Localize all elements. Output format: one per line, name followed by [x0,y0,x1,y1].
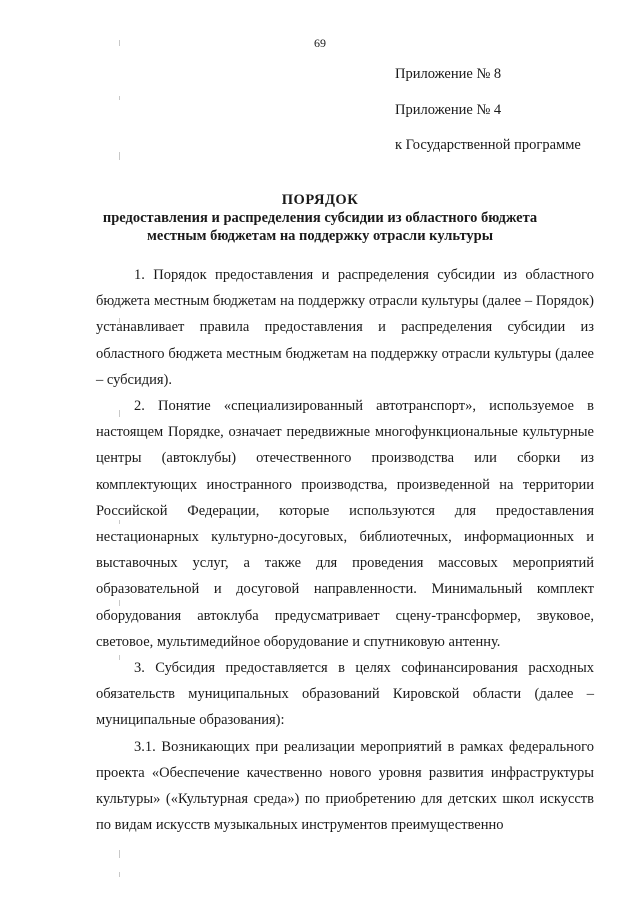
appendix-line-2: Приложение № 4 [395,102,502,118]
scan-artifact [119,152,120,160]
page-number: 69 [314,36,326,50]
paragraph-3: 3. Субсидия предоставляется в целях софинансирования расходных обязательств муниципальных образований Кировской области (далее – муниципальные образования): [96,660,594,729]
document-subtitle-line-2: местным бюджетам на поддержку отрасли культуры [146,228,494,244]
scan-artifact [119,96,120,100]
appendix-line-1: Приложение № 8 [395,66,502,82]
document-body [96,262,594,838]
appendix-line-3: к Государственной программе [395,137,581,153]
scan-artifact [119,40,120,46]
scan-artifact [119,850,120,858]
paragraph-1: 1. Порядок предоставления и распределения субсидии из областного бюджета местным бюджетам на поддержку отрасли культуры (далее – Порядок) устанавливает правила предоставления и распределения субсидии из областного бюджета местным бюджетам на поддержку отрасли культуры (далее – субсидия). [96,267,594,388]
scan-artifact [119,872,120,877]
document-title: ПОРЯДОК [281,192,359,208]
paragraph-2: 2. Понятие «специализированный автотранспорт», используемое в настоящем Порядке, означает передвижные многофункциональные культурные центры (автоклубы) отечественного производства или сборки из комплектующих иностранного производства, произведенной на территории Российской Федерации, которые используются для предоставления нестационарных культурно-досуговых, библиотечных, информационных и выставочных услуг, а также для проведения массовых мероприятий образовательной и досуговой направленности. Минимальный комплект оборудования автоклуба предусматривает сцену-трансформер, звуковое, световое, мультимедийное оборудование и спутниковую антенну. [96,398,594,650]
document-subtitle-line-1: предоставления и распределения субсидии из областного бюджета [102,210,538,226]
paragraph-3-1: 3.1. Возникающих при реализации мероприятий в рамках федерального проекта «Обеспечение качественно нового уровня развития инфраструктуры культуры» («Культурная среда») по приобретению для детских школ искусств по видам искусств музыкальных инструментов преимущественно [96,738,594,834]
